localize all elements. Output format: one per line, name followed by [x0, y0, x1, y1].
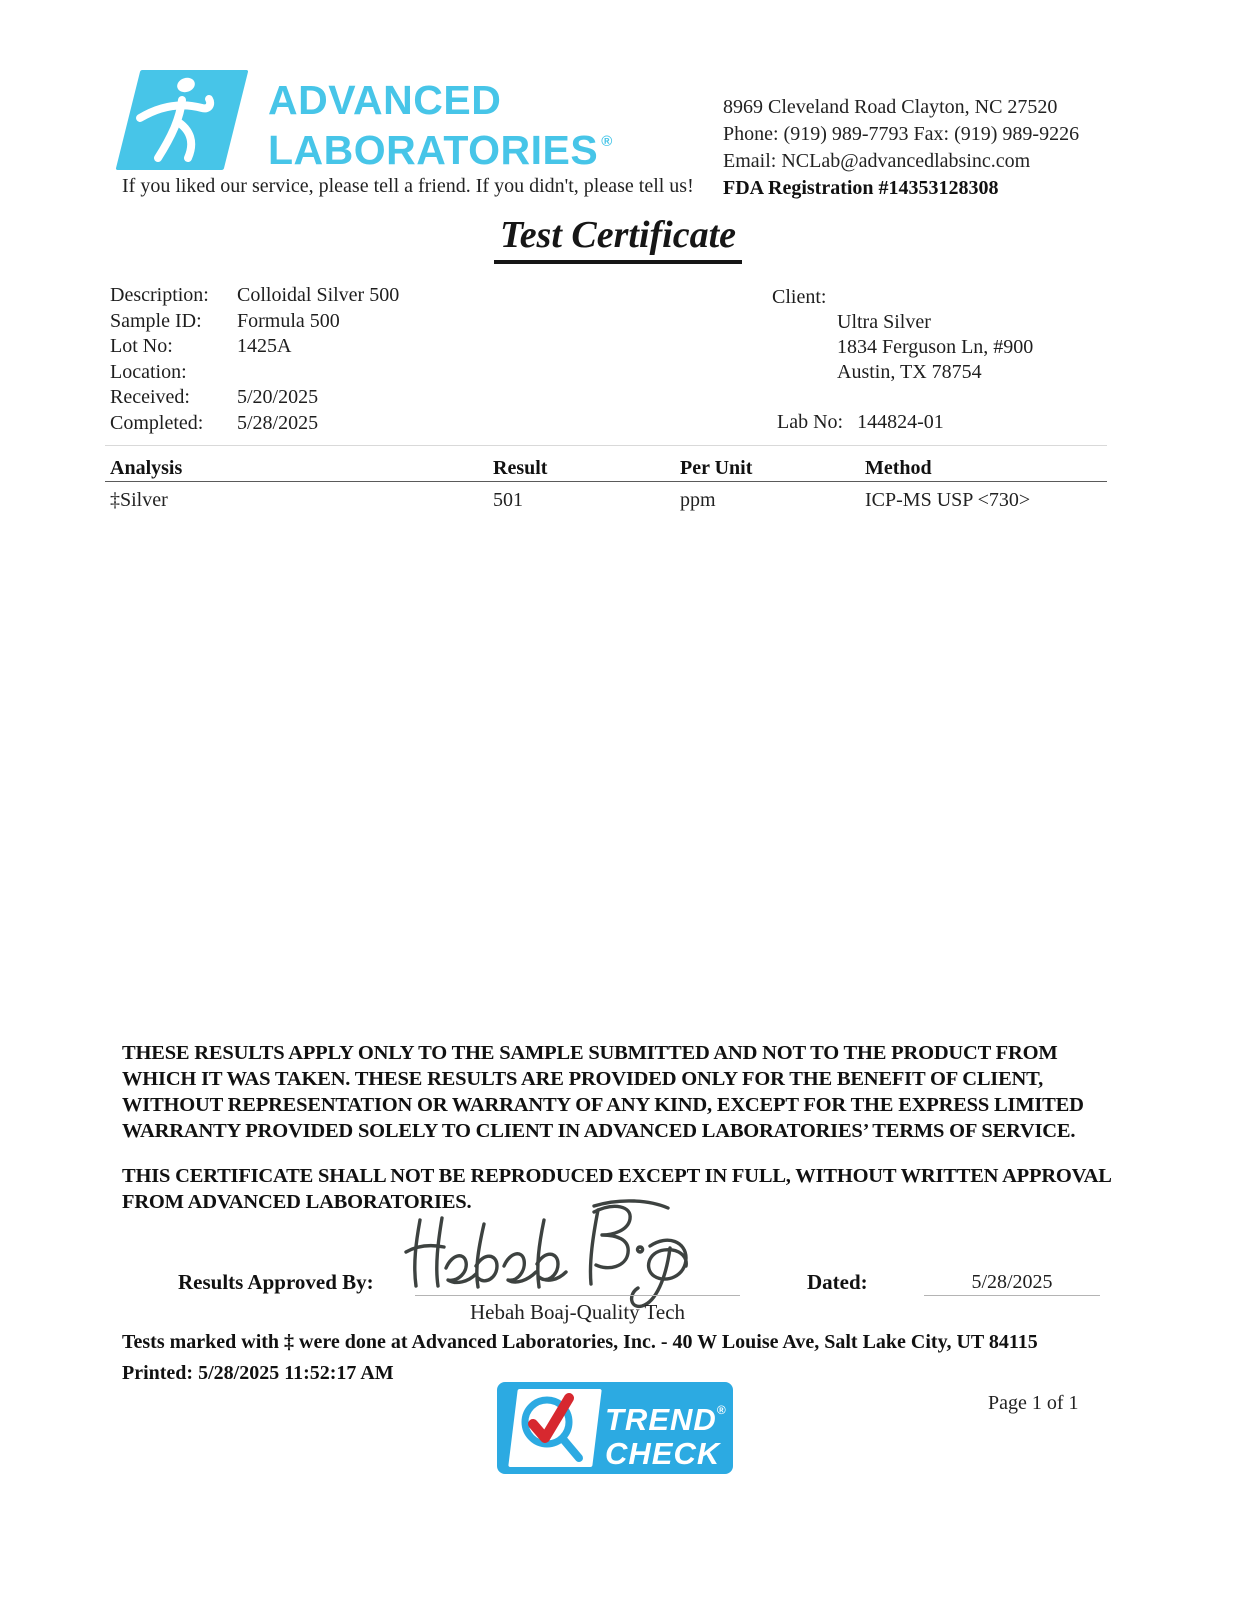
approval-date: 5/28/2025 [971, 1271, 1053, 1293]
trend-check-logo [497, 1382, 733, 1474]
lab-no-row [777, 411, 944, 434]
signer-name: Hebah Boaj-Quality Tech [469, 1300, 686, 1324]
info-row-description: Description: Colloidal Silver 500 [110, 284, 400, 306]
trend-check-wordmark [605, 1393, 727, 1471]
trend-registered-mark: ® [716, 1403, 727, 1417]
printed-timestamp: Printed: 5/28/2025 11:52:17 AM [122, 1362, 394, 1384]
info-row-received: Received: 5/20/2025 [110, 386, 319, 408]
lab-no-label: Lab No: [777, 411, 844, 433]
col-header-method: Method [865, 457, 932, 479]
trend-line: TREND® [605, 1402, 727, 1437]
col-header-result: Result [493, 457, 548, 479]
check-line: CHECK [605, 1436, 721, 1471]
info-row-location: Location: [110, 360, 187, 383]
client-address-block [837, 310, 1033, 385]
dated-label: Dated: [807, 1270, 868, 1294]
tests-note: Tests marked with ‡ were done at Advanced Laboratories, Inc. - 40 W Louise Ave, Salt Lake City, UT 84115 [122, 1331, 1038, 1353]
brand-line2: LABORATORIES ® [268, 127, 613, 173]
brand-name [268, 77, 613, 173]
lab-address: 8969 Cleveland Road Clayton, NC 27520 [723, 96, 1058, 118]
disclaimer-paragraph-2: THIS CERTIFICATE SHALL NOT BE REPRODUCED EXCEPT IN FULL, WITHOUT WRITTEN APPROVAL FROM ADVANCED LABORATORIES. [122, 1165, 1111, 1213]
client-name: Ultra Silver [837, 311, 931, 333]
results-approved-by-label: Results Approved By: [178, 1270, 374, 1294]
brand-line1: ADVANCED [268, 77, 502, 123]
client-address-line2: Austin, TX 78754 [837, 361, 982, 383]
title-wrap [0, 213, 1236, 264]
lab-phone-fax: Phone: (919) 989-7793 Fax: (919) 989-9226 [723, 123, 1080, 145]
lab-email: Email: NCLab@advancedlabsinc.com [723, 150, 1031, 172]
signature-line [415, 1295, 740, 1296]
sample-info-block [110, 284, 399, 437]
cell-analysis: ‡Silver [110, 489, 168, 511]
info-row-completed: Completed: 5/28/2025 [110, 411, 319, 434]
col-header-per-unit: Per Unit [680, 457, 753, 479]
cell-result: 501 [493, 489, 523, 511]
table-top-rule [105, 445, 1107, 446]
signature-handwriting [398, 1190, 708, 1310]
person-figure-icon [118, 68, 248, 172]
client-label: Client: [772, 286, 827, 308]
page-number: Page 1 of 1 [988, 1392, 1079, 1414]
lab-contact-block [723, 94, 1079, 202]
disclaimer-paragraph-1: THESE RESULTS APPLY ONLY TO THE SAMPLE SUBMITTED AND NOT TO THE PRODUCT FROM WHICH IT WAS TAKEN. THESE RESULTS ARE PROVIDED ONLY FOR THE BENEFIT OF CLIENT, WITHOUT REPRESENTATION OR WARRANTY OF ANY KIND, EXCEPT FOR THE EXPRESS LIMITED WARRANTY PROVIDED SOLELY TO CLIENT IN ADVANCED LABORATORIES’ TERMS OF SERVICE. [122, 1042, 1084, 1142]
client-address-line1: 1834 Ferguson Ln, #900 [837, 336, 1034, 358]
col-header-analysis: Analysis [110, 457, 183, 479]
results-table [105, 445, 1107, 515]
table-header-rule [105, 481, 1107, 482]
info-row-sample-id: Sample ID: Formula 500 [110, 309, 340, 332]
registered-mark: ® [601, 133, 613, 150]
lab-no-value: 144824-01 [857, 411, 944, 433]
cell-per-unit: ppm [680, 489, 716, 511]
date-line [924, 1295, 1100, 1296]
fda-registration: FDA Registration #14353128308 [723, 177, 999, 199]
service-tagline: If you liked our service, please tell a friend. If you didn't, please tell us! [122, 175, 694, 197]
info-row-lot-no: Lot No: 1425A [110, 335, 292, 357]
magnifier-check-icon [511, 1388, 597, 1470]
page-title: Test Certificate [494, 213, 742, 264]
cell-method: ICP-MS USP <730> [865, 489, 1031, 511]
